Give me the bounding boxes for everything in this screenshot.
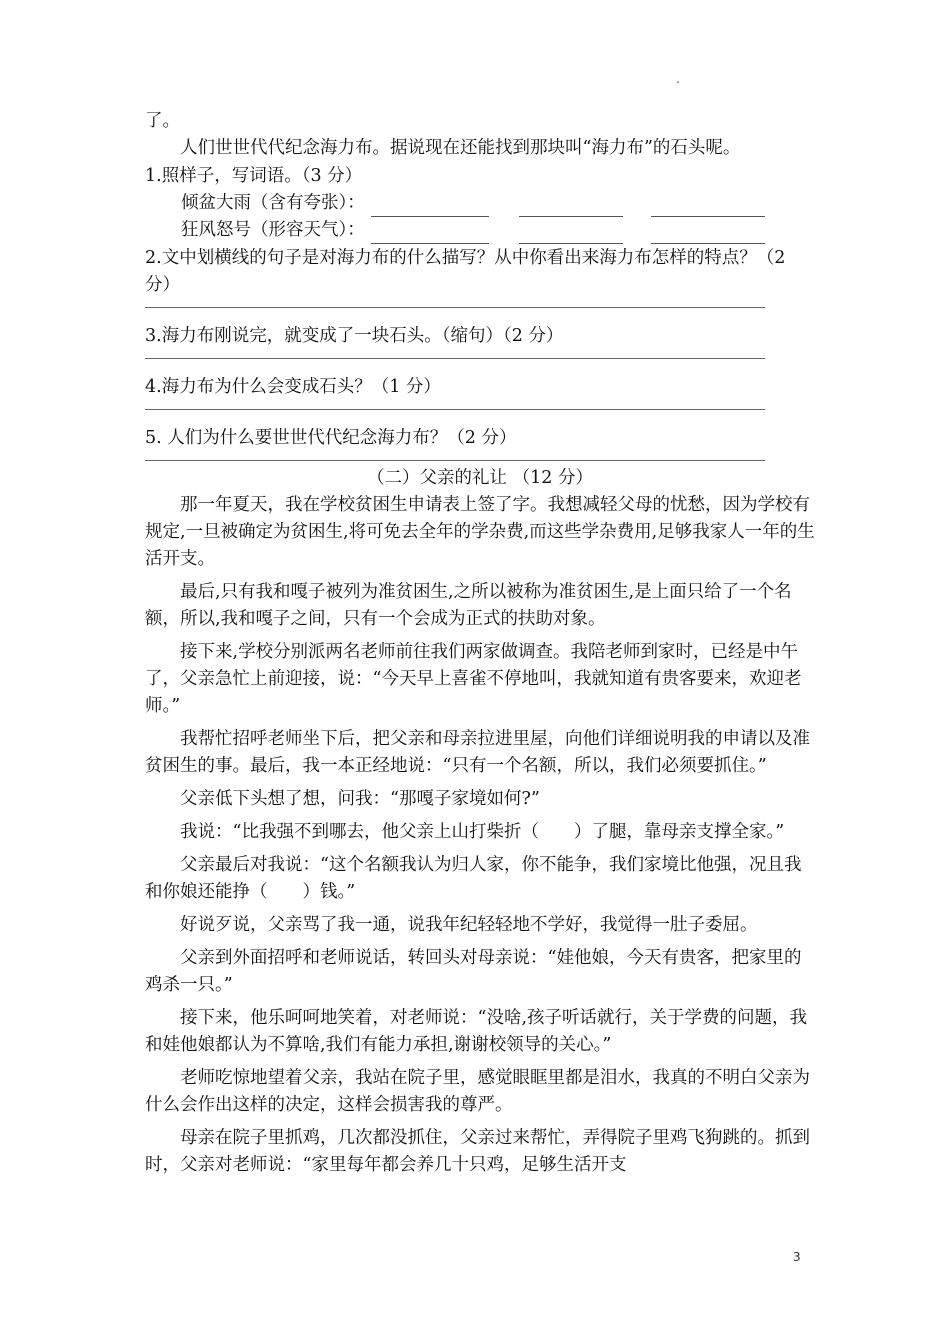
section2-title: （二）父亲的礼让 （12 分） [367,468,593,488]
q1-row-1 [145,190,815,217]
section2-paragraph-10: 接下来，他乐呵呵地笑着，对老师说：“没啥,孩子听话就行，关于学费的问题，我和娃他娘都认为不算啥,我们有能力承担,谢谢校领导的关心。” [145,1008,808,1055]
question-5: 5. 人们为什么要世世代代纪念海力布？（2 分） [145,428,517,448]
section2-paragraph-6: 我说：“比我强不到哪去，他父亲上山打柴折（ ）了腿，靠母亲支撑全家。” [180,822,785,842]
q1-item1-blank-3[interactable] [651,196,765,217]
section2-paragraph-2: 最后,只有我和嘎子被列为准贫困生,之所以被称为准贫困生,是上面只给了一个名额，所以,我和嘎子之间，只有一个会成为正式的扶助对象。 [145,582,792,629]
q1-item2-blank-3[interactable] [651,223,765,244]
q2-answer-line[interactable] [145,307,765,308]
passage1-last-paragraph: 人们世世代代纪念海力布。据说现在还能找到那块叫“海力布”的石头呢。 [180,138,741,158]
q3-answer-line[interactable] [145,358,765,359]
section2-paragraph-3: 接下来,学校分别派两名老师前往我们两家做调查。我陪老师到家时，已经是中午了，父亲急忙上前迎接，说：“今天早上喜雀不停地叫，我就知道有贵客要来，欢迎老师。” [145,642,802,716]
q1-item2-blank-2[interactable] [519,223,623,244]
passage1-line-end: 了。 [145,111,180,131]
q1-item1-label: 倾盆大雨（含有夸张）： [181,193,365,213]
q1-row-2 [145,217,815,244]
question-1: 1.照样子，写词语。（3 分） [145,166,363,186]
q1-item2-blank-1[interactable] [371,223,489,244]
q1-item2-label: 狂风怒号（形容天气）： [181,220,365,240]
section2-paragraph-9: 父亲到外面招呼和老师说话，转回头对母亲说：“娃他娘，今天有贵客，把家里的鸡杀一只。” [145,948,802,995]
section2-paragraph-12: 母亲在院子里抓鸡，几次都没抓住，父亲过来帮忙，弄得院子里鸡飞狗跳的。抓到时，父亲对老师说：“家里每年都会养几十只鸡，足够生活开支 [145,1128,810,1175]
section2-paragraph-1: 那一年夏天，我在学校贫困生申请表上签了字。我想减轻父母的忧愁，因为学校有规定,一旦被确定为贫困生,将可免去全年的学杂费,而这些学杂费用,足够我家人一年的生活开支。 [145,495,815,569]
question-4: 4.海力布为什么会变成石头？（1 分） [145,377,441,397]
q4-answer-line[interactable] [145,409,765,410]
section2-paragraph-5: 父亲低下头想了想，问我：“那嘎子家境如何?” [180,789,540,809]
q5-answer-line[interactable] [145,460,765,461]
q1-item1-blank-2[interactable] [519,196,623,217]
section2-paragraph-7: 父亲最后对我说：“这个名额我认为归人家，你不能争，我们家境比他强，况且我和你娘还能挣（ ）钱。” [145,855,802,902]
header-dot: . [676,72,680,86]
q1-item1-blank-1[interactable] [371,196,489,217]
document-body [145,108,815,1179]
question-2: 2.文中划横线的句子是对海力布的什么描写？从中你看出来海力布怎样的特点？（2 分） [145,248,786,295]
section2-paragraph-8: 好说歹说，父亲骂了我一通，说我年纪轻轻地不学好，我觉得一肚子委屈。 [180,915,758,935]
page-number: 3 [793,1250,801,1264]
question-3: 3.海力布刚说完，就变成了一块石头。（缩句）（2 分） [145,326,564,346]
section2-paragraph-4: 我帮忙招呼老师坐下后，把父亲和母亲拉进里屋，向他们详细说明我的申请以及准贫困生的事。最后，我一本正经地说：“只有一个名额，所以，我们必须要抓住。” [145,729,810,776]
section2-paragraph-11: 老师吃惊地望着父亲，我站在院子里，感觉眼眶里都是泪水，我真的不明白父亲为什么会作出这样的决定，这样会损害我的尊严。 [145,1068,810,1115]
